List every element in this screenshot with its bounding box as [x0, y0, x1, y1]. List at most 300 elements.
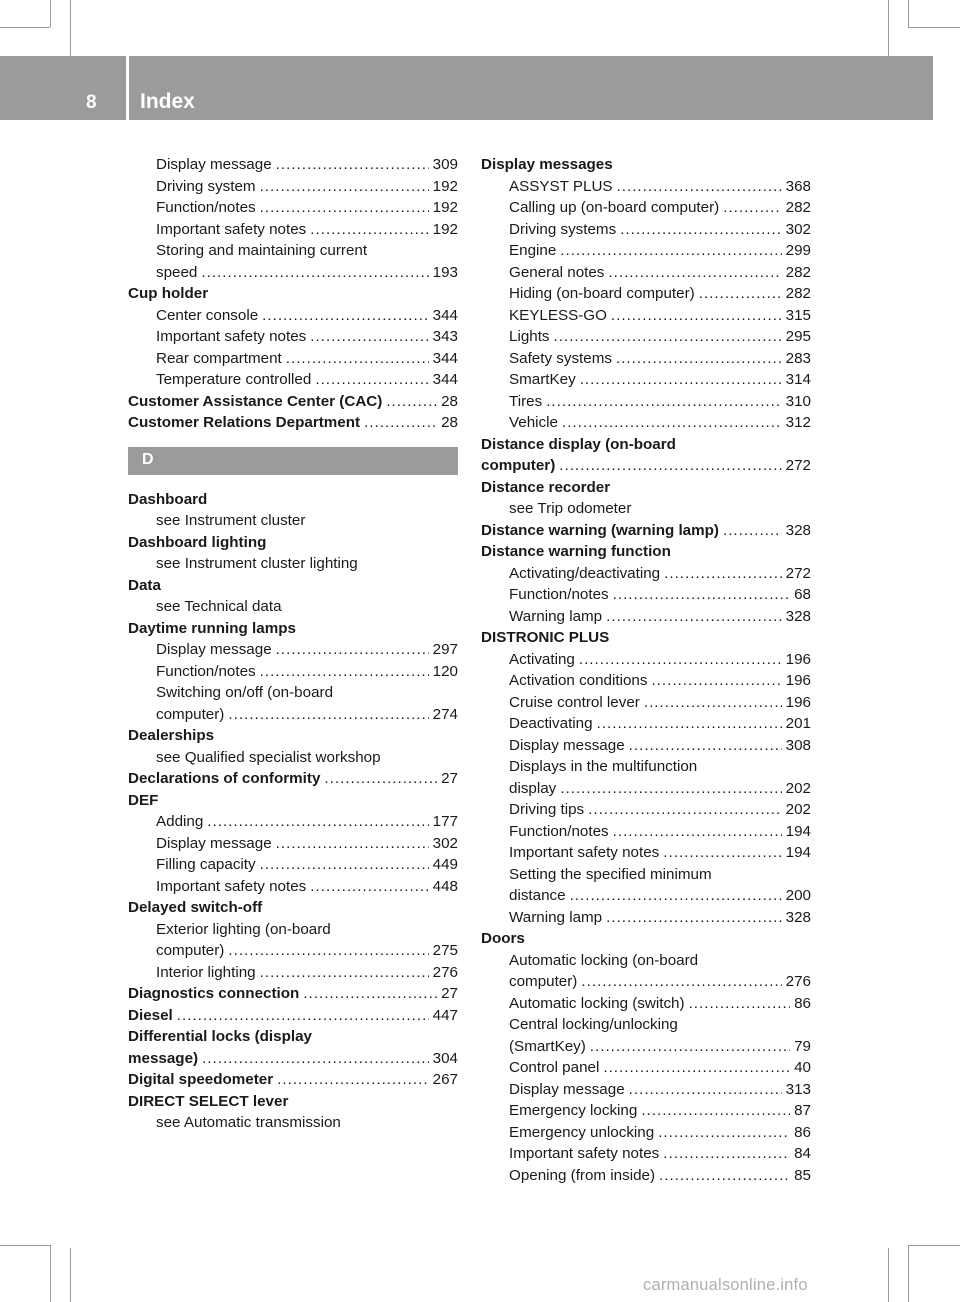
index-entry — [128, 1048, 458, 1070]
crop-mark — [888, 1248, 889, 1302]
index-subentry — [481, 907, 811, 929]
index-column-left — [128, 154, 458, 1134]
index-subentry — [128, 919, 458, 941]
leader-dots — [260, 197, 429, 219]
leader-dots — [276, 154, 429, 176]
entry-text: Control panel — [509, 1059, 600, 1076]
entry-text: Function/notes — [509, 586, 609, 603]
entry-text: Important safety notes — [156, 220, 307, 238]
index-subentry — [128, 704, 458, 726]
entry-text: Function/notes — [509, 822, 609, 840]
leader-dots — [613, 821, 782, 843]
leader-dots — [629, 735, 782, 757]
entry-text: see Technical data — [156, 598, 282, 615]
entry-text: Distance recorder — [481, 478, 611, 496]
index-subentry — [128, 326, 458, 348]
index-subentry — [481, 219, 811, 241]
index-letter: D — [142, 450, 154, 468]
index-subentry — [481, 1100, 811, 1122]
index-entry — [128, 725, 458, 747]
entry-text: Opening (from inside) — [509, 1166, 656, 1184]
index-column-right — [481, 154, 811, 1186]
index-entry — [481, 154, 811, 176]
index-subentry — [128, 854, 458, 876]
crop-mark — [908, 0, 909, 27]
entry-text: SmartKey — [509, 371, 576, 388]
entry-text: Deactivating — [509, 715, 593, 732]
leader-dots — [277, 1069, 428, 1091]
page-reference: 310 — [785, 392, 811, 410]
crop-mark — [888, 0, 889, 56]
entry-text: computer) — [509, 973, 578, 990]
page-reference: 304 — [432, 1049, 458, 1067]
entry-text: Interior lighting — [156, 963, 256, 981]
index-subentry — [128, 833, 458, 855]
index-subentry — [128, 1112, 458, 1134]
entry-text: see Instrument cluster — [156, 512, 306, 529]
leader-dots — [611, 305, 782, 327]
entry-text: Adding — [156, 813, 204, 830]
leader-dots — [659, 1165, 790, 1187]
leader-dots — [260, 661, 429, 683]
page-reference: 196 — [785, 650, 811, 668]
index-subentry — [128, 219, 458, 241]
page-reference: 192 — [432, 220, 458, 238]
leader-dots — [651, 670, 781, 692]
index-entry — [128, 1005, 458, 1027]
page-reference: 328 — [785, 521, 811, 539]
crop-mark — [50, 1245, 51, 1302]
leader-dots — [617, 176, 782, 198]
index-entry — [128, 532, 458, 554]
leader-dots — [546, 391, 781, 413]
index-subentry — [128, 553, 458, 575]
page-reference: 68 — [794, 586, 811, 603]
leader-dots — [581, 971, 781, 993]
leader-dots — [554, 326, 782, 348]
index-entry — [481, 520, 811, 542]
index-subentry — [128, 305, 458, 327]
index-subentry — [481, 1079, 811, 1101]
entry-text: see Instrument cluster lighting — [156, 555, 358, 572]
leader-dots — [262, 305, 429, 327]
index-subentry — [481, 498, 811, 520]
entry-text: Distance warning (warning lamp) — [481, 521, 719, 539]
page-reference: 272 — [785, 564, 811, 582]
index-subentry — [481, 369, 811, 391]
leader-dots — [570, 885, 782, 907]
index-subentry — [481, 649, 811, 671]
page-reference: 302 — [432, 834, 458, 852]
leader-dots — [560, 778, 781, 800]
entry-text: Lights — [509, 328, 550, 345]
index-subentry — [128, 197, 458, 219]
index-entry — [128, 983, 458, 1005]
index-subentry — [128, 510, 458, 532]
index-subentry — [481, 692, 811, 714]
entry-text: Exterior lighting (on-board — [156, 920, 331, 938]
entry-text: Central locking/unlocking — [509, 1016, 678, 1033]
page-reference: 344 — [432, 306, 458, 324]
index-subentry — [481, 305, 811, 327]
leader-dots — [663, 1143, 790, 1165]
page-reference: 312 — [785, 414, 811, 431]
page-reference: 40 — [794, 1059, 811, 1076]
entry-text: (SmartKey) — [509, 1037, 586, 1055]
leader-dots — [560, 240, 781, 262]
index-entry — [481, 434, 811, 456]
leader-dots — [663, 842, 781, 864]
page-reference: 177 — [432, 813, 458, 830]
entry-text: Function/notes — [156, 662, 256, 680]
leader-dots — [177, 1005, 429, 1027]
page-reference: 299 — [785, 242, 811, 259]
entry-text: DISTRONIC PLUS — [481, 629, 610, 646]
leader-dots — [689, 993, 791, 1015]
page-reference: 295 — [785, 328, 811, 345]
index-subentry — [481, 240, 811, 262]
entry-text: KEYLESS-GO — [509, 306, 607, 324]
entry-text: computer) — [156, 705, 225, 723]
index-subentry — [128, 661, 458, 683]
leader-dots — [699, 283, 782, 305]
page-reference: 192 — [432, 177, 458, 195]
entry-text: Activating — [509, 650, 575, 668]
index-subentry — [481, 1122, 811, 1144]
entry-text: Hiding (on-board computer) — [509, 285, 695, 302]
index-subentry — [128, 262, 458, 284]
entry-text: Distance display (on-board — [481, 435, 676, 453]
index-subentry — [481, 176, 811, 198]
index-subentry — [481, 993, 811, 1015]
entry-text: Switching on/off (on-board — [156, 684, 334, 701]
crop-mark — [0, 27, 50, 28]
entry-text: Vehicle — [509, 414, 558, 431]
page-reference: 27 — [441, 770, 458, 787]
page-reference: 297 — [432, 641, 458, 658]
leader-dots — [616, 348, 782, 370]
entry-text: Function/notes — [156, 199, 256, 216]
index-entry — [128, 1091, 458, 1113]
entry-text: Important safety notes — [509, 844, 660, 861]
page-reference: 344 — [432, 371, 458, 388]
entry-text: Diesel — [128, 1006, 173, 1024]
index-subentry — [128, 176, 458, 198]
index-subentry — [128, 596, 458, 618]
entry-text: Delayed switch-off — [128, 899, 263, 916]
page-reference: 79 — [794, 1037, 811, 1055]
leader-dots — [202, 1048, 429, 1070]
index-subentry — [481, 1036, 811, 1058]
page-reference: 308 — [785, 736, 811, 754]
page-reference: 86 — [794, 994, 811, 1012]
entry-text: Rear compartment — [156, 349, 282, 367]
page-reference: 86 — [794, 1123, 811, 1141]
leader-dots — [228, 704, 428, 726]
entry-text: Important safety notes — [509, 1145, 660, 1162]
header-divider — [126, 56, 129, 120]
leader-dots — [310, 876, 428, 898]
index-subentry — [128, 811, 458, 833]
entry-text: Tires — [509, 392, 543, 410]
leader-dots — [207, 811, 428, 833]
crop-mark — [70, 1248, 71, 1302]
entry-text: Driving systems — [509, 220, 617, 238]
page-reference: 274 — [432, 705, 458, 723]
index-subentry — [128, 639, 458, 661]
crop-mark — [908, 1245, 960, 1246]
section-title: Index — [140, 90, 195, 113]
leader-dots — [644, 692, 782, 714]
entry-text: distance — [509, 887, 566, 904]
entry-text: Warning lamp — [509, 607, 603, 625]
leader-dots — [386, 391, 437, 413]
entry-text: display — [509, 779, 557, 797]
entry-text: Declarations of conformity — [128, 770, 321, 787]
index-subentry — [481, 391, 811, 413]
leader-dots — [620, 219, 781, 241]
entry-text: Warning lamp — [509, 908, 603, 926]
entry-text: General notes — [509, 263, 605, 281]
page-reference: 27 — [441, 985, 458, 1002]
entry-text: Customer Assistance Center (CAC) — [128, 392, 383, 410]
entry-text: Driving tips — [509, 801, 585, 818]
entry-text: Diagnostics connection — [128, 985, 300, 1002]
entry-text: Cruise control lever — [509, 693, 640, 711]
index-entry — [481, 455, 811, 477]
index-subentry — [481, 262, 811, 284]
entry-text: computer) — [481, 457, 556, 474]
leader-dots — [641, 1100, 790, 1122]
page-reference: 343 — [432, 328, 458, 345]
entry-text: Activating/deactivating — [509, 564, 661, 582]
entry-text: Center console — [156, 306, 259, 324]
index-subentry — [481, 197, 811, 219]
leader-dots — [597, 713, 782, 735]
entry-text: Dealerships — [128, 727, 215, 744]
entry-text: Storing and maintaining current — [156, 242, 368, 259]
index-subentry — [481, 563, 811, 585]
leader-dots — [310, 326, 428, 348]
entry-text: ASSYST PLUS — [509, 177, 613, 195]
index-entry — [128, 283, 458, 305]
entry-text: Important safety notes — [156, 328, 307, 345]
leader-dots — [562, 412, 782, 434]
page-reference: 282 — [785, 285, 811, 302]
page-reference: 28 — [441, 414, 458, 431]
entry-text: speed — [156, 263, 198, 281]
index-subentry — [481, 735, 811, 757]
crop-mark — [70, 0, 71, 56]
entry-text: Display message — [156, 156, 272, 173]
page-reference: 192 — [432, 199, 458, 216]
entry-text: Engine — [509, 242, 557, 259]
page-reference: 314 — [785, 371, 811, 388]
entry-text: Display message — [156, 641, 272, 658]
index-entry — [128, 489, 458, 511]
entry-text: Daytime running lamps — [128, 619, 296, 637]
entry-text: Dashboard — [128, 490, 208, 508]
index-subentry — [481, 885, 811, 907]
leader-dots — [603, 1057, 790, 1079]
index-subentry — [481, 778, 811, 800]
page-reference: 283 — [785, 349, 811, 367]
index-letter-heading — [128, 447, 458, 475]
entry-text: Display message — [509, 736, 625, 754]
page-reference: 201 — [785, 715, 811, 732]
entry-text: Distance warning function — [481, 543, 671, 560]
leader-dots — [260, 962, 429, 984]
entry-text: Automatic locking (switch) — [509, 994, 685, 1012]
entry-text: Calling up (on-board computer) — [509, 199, 720, 216]
entry-text: Doors — [481, 930, 525, 947]
leader-dots — [723, 520, 782, 542]
leader-dots — [723, 197, 781, 219]
page-reference: 202 — [785, 779, 811, 797]
leader-dots — [276, 833, 429, 855]
entry-text: Important safety notes — [156, 877, 307, 895]
leader-dots — [588, 799, 782, 821]
page-reference: 275 — [432, 942, 458, 959]
page-reference: 315 — [785, 306, 811, 324]
page-reference: 282 — [785, 199, 811, 216]
index-subentry — [128, 747, 458, 769]
index-subentry — [481, 1057, 811, 1079]
crop-mark — [908, 27, 960, 28]
leader-dots — [613, 584, 790, 606]
watermark: carmanualsonline.info — [643, 1276, 808, 1294]
index-subentry — [481, 606, 811, 628]
leader-dots — [324, 768, 437, 790]
entry-text: Customer Relations Department — [128, 414, 361, 431]
index-subentry — [481, 584, 811, 606]
index-subentry — [481, 821, 811, 843]
index-entry — [128, 412, 458, 434]
leader-dots — [303, 983, 437, 1005]
page-reference: 28 — [441, 392, 458, 410]
index-subentry — [481, 950, 811, 972]
index-subentry — [128, 348, 458, 370]
index-subentry — [481, 799, 811, 821]
index-entry — [481, 928, 811, 950]
leader-dots — [606, 606, 782, 628]
page-reference: 194 — [785, 844, 811, 861]
index-subentry — [481, 1165, 811, 1187]
entry-text: Automatic locking (on-board — [509, 951, 699, 969]
index-subentry — [128, 682, 458, 704]
index-entry — [128, 618, 458, 640]
index-subentry — [481, 713, 811, 735]
page-reference: 84 — [794, 1145, 811, 1162]
leader-dots — [590, 1036, 790, 1058]
index-entry — [128, 1069, 458, 1091]
page-reference: 87 — [794, 1102, 811, 1119]
page-number: 8 — [86, 92, 97, 113]
page-reference: 313 — [785, 1080, 811, 1098]
leader-dots — [201, 262, 428, 284]
page-reference: 196 — [785, 693, 811, 711]
leader-dots — [606, 907, 782, 929]
page-reference: 282 — [785, 263, 811, 281]
leader-dots — [579, 649, 782, 671]
entry-text: see Trip odometer — [509, 500, 632, 517]
entry-text: Digital speedometer — [128, 1071, 274, 1088]
page-reference: 328 — [785, 908, 811, 926]
leader-dots — [664, 563, 782, 585]
page-reference: 302 — [785, 220, 811, 238]
index-subentry — [481, 756, 811, 778]
crop-mark — [0, 1245, 50, 1246]
entry-text: Emergency unlocking — [509, 1123, 655, 1141]
page-reference: 276 — [785, 973, 811, 990]
leader-dots — [559, 455, 781, 477]
entry-text: message) — [128, 1049, 199, 1067]
entry-text: Driving system — [156, 177, 256, 195]
crop-mark — [50, 0, 51, 27]
index-subentry — [128, 962, 458, 984]
leader-dots — [629, 1079, 782, 1101]
index-subentry — [481, 971, 811, 993]
leader-dots — [228, 940, 428, 962]
page-reference: 449 — [432, 856, 458, 873]
index-subentry — [481, 864, 811, 886]
entry-text: Dashboard lighting — [128, 533, 267, 551]
leader-dots — [608, 262, 781, 284]
page-reference: 85 — [794, 1166, 811, 1184]
page-reference: 276 — [432, 963, 458, 981]
entry-text: see Qualified specialist workshop — [156, 748, 381, 766]
page-reference: 272 — [785, 457, 811, 474]
index-entry — [128, 575, 458, 597]
index-entry — [481, 627, 811, 649]
leader-dots — [315, 369, 428, 391]
index-subentry — [481, 842, 811, 864]
leader-dots — [658, 1122, 790, 1144]
index-entry — [481, 477, 811, 499]
leader-dots — [364, 412, 437, 434]
page-reference: 328 — [785, 607, 811, 625]
entry-text: Temperature controlled — [156, 371, 312, 388]
index-subentry — [128, 940, 458, 962]
index-subentry — [128, 369, 458, 391]
index-subentry — [481, 348, 811, 370]
entry-text: Activation conditions — [509, 672, 648, 689]
index-entry — [128, 768, 458, 790]
index-entry — [128, 897, 458, 919]
index-entry — [128, 790, 458, 812]
index-subentry — [481, 412, 811, 434]
index-subentry — [481, 1143, 811, 1165]
entry-text: Display messages — [481, 156, 613, 173]
entry-text: Filling capacity — [156, 856, 256, 873]
page-reference: 200 — [785, 887, 811, 904]
leader-dots — [260, 176, 429, 198]
page-reference: 193 — [432, 263, 458, 281]
index-subentry — [128, 154, 458, 176]
leader-dots — [260, 854, 429, 876]
entry-text: Display message — [509, 1080, 625, 1098]
page-reference: 344 — [432, 349, 458, 367]
entry-text: computer) — [156, 942, 225, 959]
page-reference: 120 — [432, 662, 458, 680]
leader-dots — [276, 639, 429, 661]
page-reference: 202 — [785, 801, 811, 818]
entry-text: Data — [128, 576, 161, 594]
index-entry — [128, 1026, 458, 1048]
page-reference: 267 — [432, 1071, 458, 1088]
entry-text: Safety systems — [509, 349, 612, 367]
entry-text: Setting the specified minimum — [509, 865, 712, 883]
